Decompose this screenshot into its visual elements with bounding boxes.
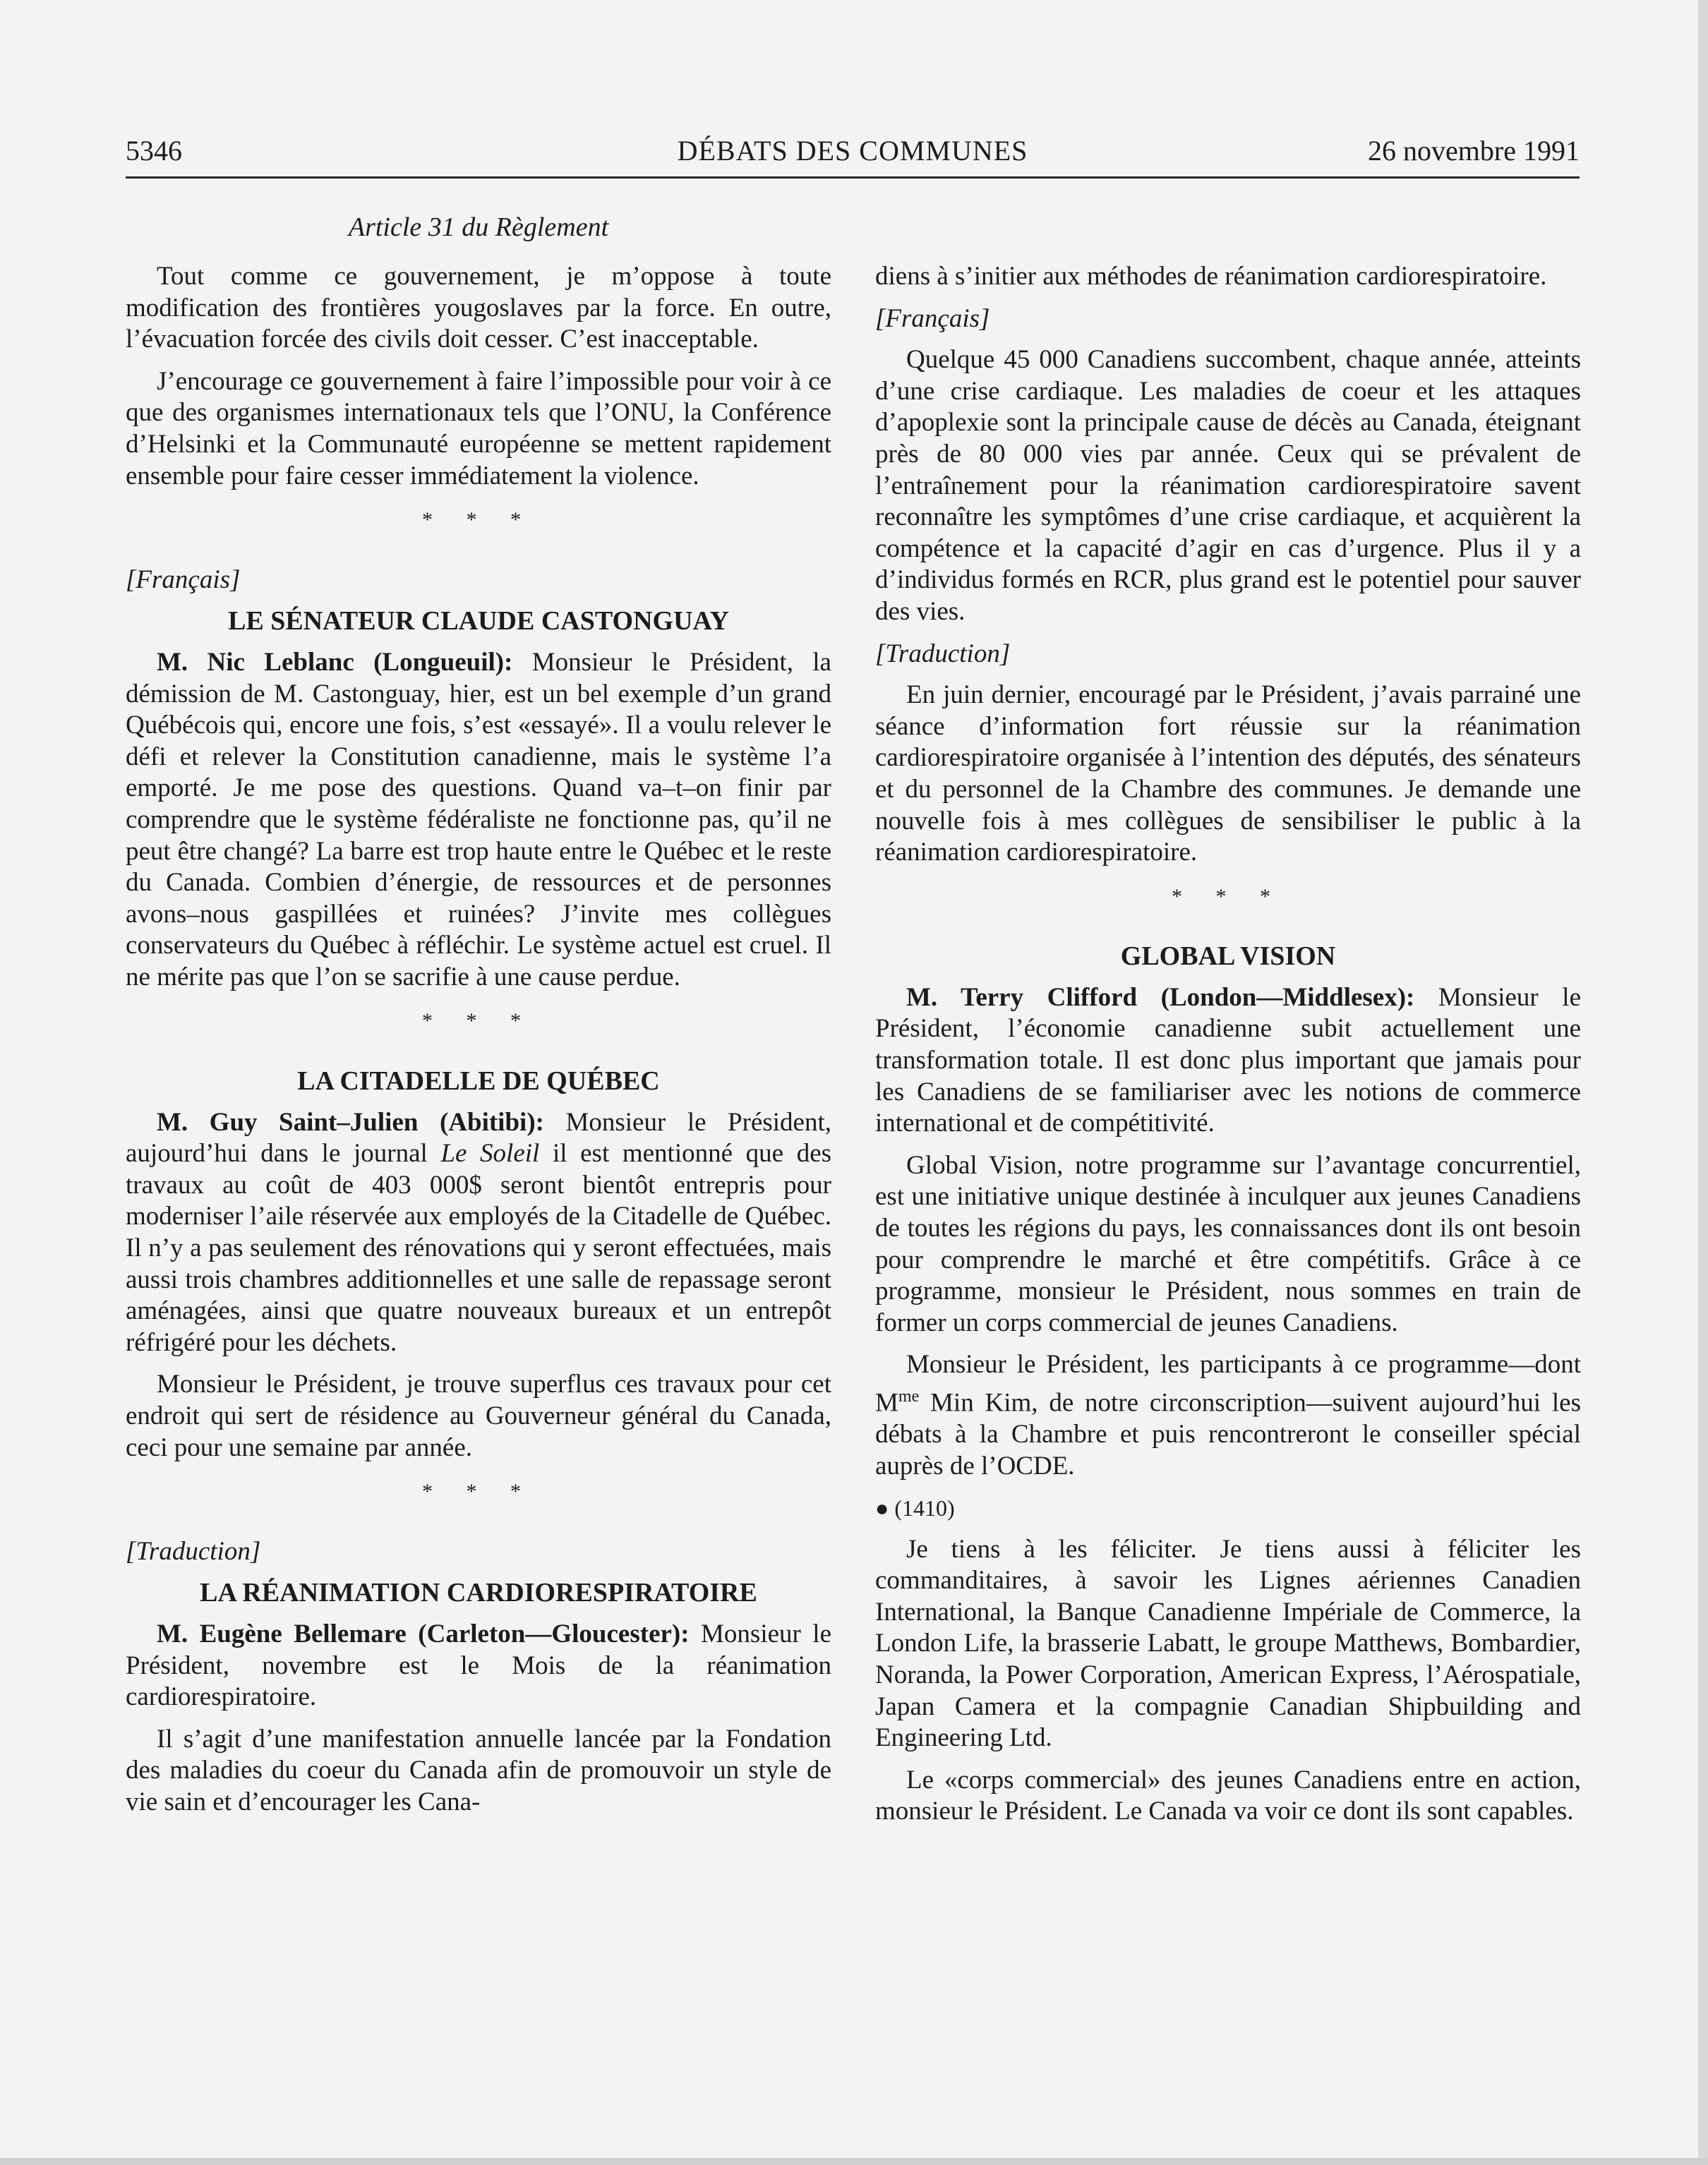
section-separator: * * * (422, 1009, 535, 1033)
paragraph: Le «corps commercial» des jeunes Canadiens entre en action, monsieur le Président. Le Canada va voir ce dont ils sont capables. (875, 1765, 1581, 1826)
paragraph: Quelque 45 000 Canadiens succombent, chaque année, atteints d’une crise cardiaque. Les maladies de coeur et les attaques d’apoplexie sont la principale cause de décès au Canada, éteignant près de 80 000 vies par année. Ceux qui se prévalent de l’entraînement pour la réanimation cardiorespiratoire savent reconnaître les symptômes d’une crise cardiaque, et acquièrent la compétence et la capacité d’agir en cas d’urgence. Plus il y a d’individus formés en RCR, plus grand est le potentiel pour sauver des vies. (875, 345, 1581, 626)
paragraph (126, 647, 831, 994)
language-marker: [Traduction] (126, 1536, 261, 1566)
speech-text: Monsieur le Président, la démission de M. Castonguay, hier, est un bel exemple d’un grand Québécois qui, encore une fois, s’est «essayé». Il a voulu relever le défi et relever la Constitution canadienne, mais le système l’a emporté. Je me pose des questions. Quand va–t–on finir par comprendre que le système fédéraliste ne fonctionne pas, qu’il ne peut être changé? La barre est trop haute entre le Québec et le reste du Canada. Combien d’énergie, de ressources et de personnes avons–nous gaspillées et ruinées? J’invite mes collègues conservateurs du Québec à réfléchir. Le système actuel est cruel. Il ne mérite pas que l’on se sacrifie à une cause perdue. (126, 647, 831, 991)
section-title: GLOBAL VISION (1120, 941, 1336, 972)
time-marker: ● (1410) (875, 1495, 955, 1521)
paragraph: Il s’agit d’une manifestation annuelle lancée par la Fondation des maladies du coeur du Canada afin de promouvoir un style de vie sain et d’encourager les Cana- (126, 1724, 831, 1816)
scan-edge-right (1698, 0, 1708, 2165)
speech-text: Monsieur le Président, l’économie canadienne subit actuellement une transformation totale. Il est donc plus important que jamais pour les Canadiens de se familiariser avec les notions de commerce international et de compétitivité. (875, 982, 1581, 1138)
paragraph: Je tiens à les féliciter. Je tiens aussi à féliciter les commanditaires, à savoir les Lignes aériennes Canadien International, la Banque Canadienne Impériale de Commerce, la London Life, la brasserie Labatt, le groupe Matthews, Bombardier, Noranda, la Power Corporation, American Express, l’Aérospatiale, Japan Camera et la compagnie Canadian Shipbuilding and Engineering Ltd. (875, 1534, 1581, 1753)
speech-text: Monsieur le Président, novembre est le Mois de la réanimation cardiorespiratoire. (126, 1619, 831, 1712)
newspaper-name: Le Soleil (440, 1139, 540, 1169)
paragraph (875, 982, 1581, 1140)
paragraph: En juin dernier, encouragé par le Président, j’avais parrainé une séance d’information fort réussie sur la réanimation cardiorespiratoire organisée à l’intention des députés, des sénateurs et du personnel de la Chambre des communes. Je demande une nouvelle fois à mes collègues de sensibiliser le public à la réanimation cardiorespiratoire. (875, 680, 1581, 867)
language-marker: [Français] (875, 303, 990, 333)
paragraph: J’encourage ce gouvernement à faire l’impossible pour voir à ce que des organismes internationaux tels que l’ONU, la Conférence d’Helsinki et la Communauté européenne se mettent rapidement ensemble pour faire cesser immédiatement la violence. (126, 366, 831, 490)
right-column (875, 261, 1581, 1838)
language-marker: [Français] (126, 565, 241, 594)
rule-subheading: Article 31 du Règlement (348, 212, 609, 242)
speech-text: Monsieur le Président, aujourd’hui dans le journal (126, 1107, 831, 1169)
speaker-name: M. Guy Saint–Julien (Abitibi): (157, 1107, 544, 1137)
section-separator: * * * (1172, 884, 1285, 908)
section-title: LA CITADELLE DE QUÉBEC (297, 1066, 660, 1097)
speaker-name: M. Eugène Bellemare (Carleton—Gloucester): (157, 1619, 690, 1648)
page-header (126, 133, 1580, 179)
paragraph-continued: diens à s’initier aux méthodes de réanimation cardiorespiratoire. (875, 262, 1547, 291)
section-title: LA RÉANIMATION CARDIORESPIRATOIRE (200, 1578, 757, 1608)
page-date: 26 novembre 1991 (1368, 135, 1580, 167)
left-column (126, 261, 831, 1829)
speech-text: Min Kim, de notre circonscription—suivent aujourd’hui les débats à la Chambre et puis rencontreront le conseiller spécial auprès de l’OCDE. (875, 1388, 1581, 1480)
language-marker: [Traduction] (875, 639, 1011, 668)
paragraph: Monsieur le Président, je trouve superflus ces travaux pour cet endroit qui sert de résidence au Gouverneur général du Canada, ceci pour une semaine par année. (126, 1370, 831, 1462)
title-superscript: me (898, 1387, 920, 1406)
section-separator: * * * (422, 1480, 535, 1504)
page-number: 5346 (126, 135, 182, 167)
speech-text: il est mentionné que des travaux au coût de 403 000$ seront bientôt entrepris pour moderniser l’aile réservée aux employés de la Citadelle de Québec. Il n’y a pas seulement des rénovations qui y seront effectuées, mais aussi trois chambres additionnelles et une salle de repassage seront aménagées, ainsi que quatre nouveaux bureaux et un entrepôt réfrigéré pour les déchets. (126, 1139, 832, 1357)
paragraph (126, 1619, 831, 1713)
speaker-name: M. Nic Leblanc (Longueuil): (157, 647, 513, 677)
scan-edge-bottom (0, 2158, 1708, 2165)
speech-text: Monsieur le Président, les participants à ce programme—dont M (875, 1350, 1581, 1418)
publication-title: DÉBATS DES COMMUNES (677, 135, 1028, 167)
paragraph: Tout comme ce gouvernement, je m’oppose à toute modification des frontières yougoslaves par la force. En outre, l’évacuation forcée des civils doit cesser. C’est inacceptable. (126, 262, 831, 354)
paragraph (126, 1107, 831, 1359)
section-title: LE SÉNATEUR CLAUDE CASTONGUAY (228, 606, 729, 637)
speaker-name: M. Terry Clifford (London—Middlesex): (906, 982, 1415, 1012)
paragraph (875, 1349, 1581, 1482)
section-separator: * * * (422, 508, 535, 532)
paragraph: Global Vision, notre programme sur l’avantage concurrentiel, est une initiative unique destinée à inculquer aux jeunes Canadiens de toutes les régions du pays, les connaissances dont ils ont besoin pour comprendre le marché et être compétitifs. Grâce à ce programme, monsieur le Président, nous sommes en train de former un corps commercial de jeunes Canadiens. (875, 1150, 1581, 1337)
